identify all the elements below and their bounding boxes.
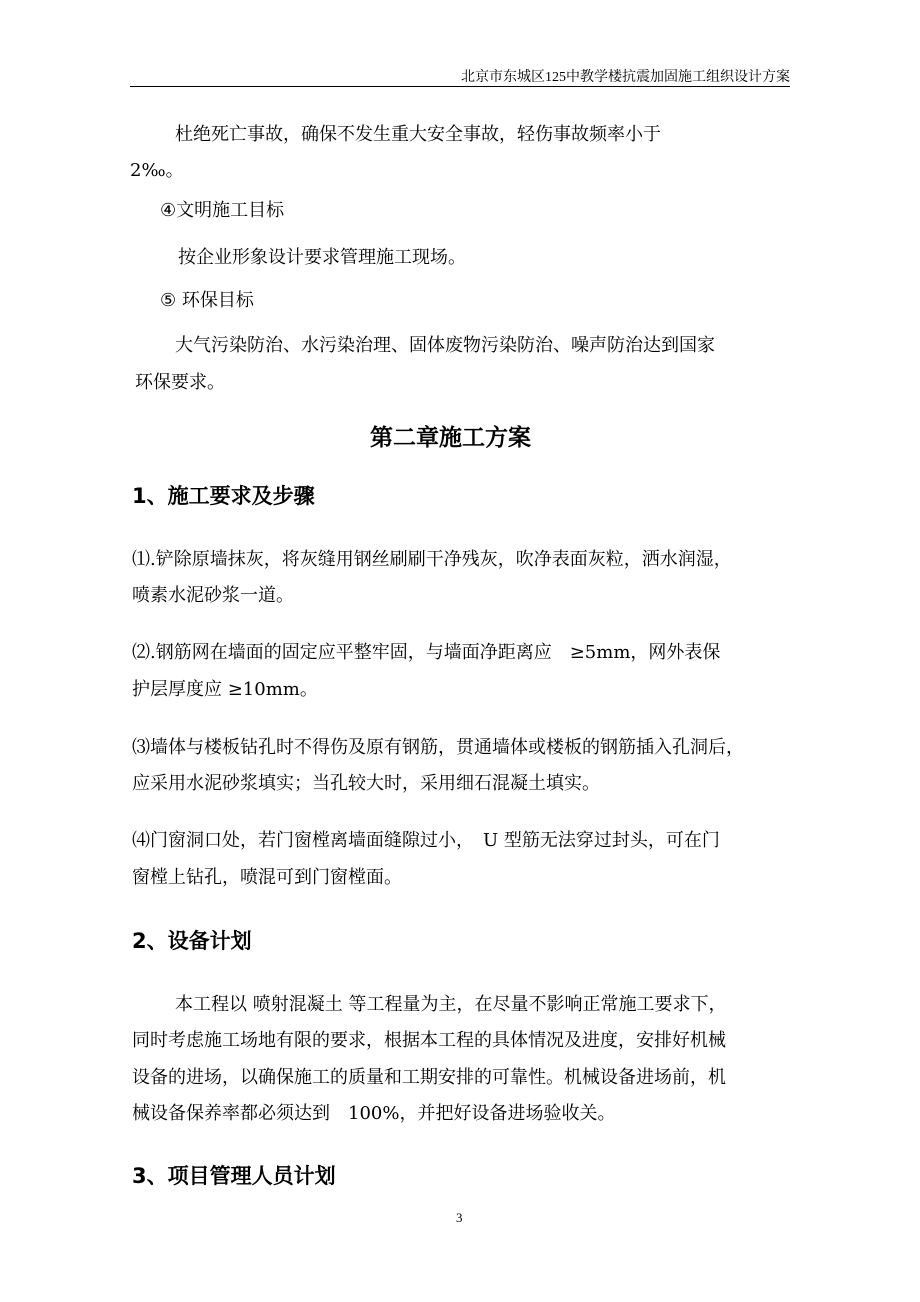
safety-text-line2: 2‰。 bbox=[130, 160, 184, 181]
equipment-plan-line2: 同时考虑施工场地有限的要求，根据本工程的具体情况及进度，安排好机械 bbox=[132, 1030, 726, 1051]
requirement-item-4-line2: 窗樘上钻孔，喷混可到门窗樘面。 bbox=[132, 867, 402, 888]
header-rule bbox=[130, 86, 790, 87]
section1-heading: 1、施工要求及步骤 bbox=[132, 484, 315, 508]
requirement-item-1-line2: 喷素水泥砂浆一道。 bbox=[132, 585, 294, 606]
equipment-plan-line4: 械设备保养率都必须达到 100%，并把好设备进场验收关。 bbox=[132, 1103, 616, 1124]
requirement-item-2-line1: ⑵.钢筋网在墙面的固定应平整牢固，与墙面净距离应 ≥5mm，网外表保 bbox=[132, 642, 721, 663]
equipment-plan-line3: 设备的进场，以确保施工的质量和工期安排的可靠性。机械设备进场前，机 bbox=[132, 1067, 726, 1088]
chapter-title: 第二章施工方案 bbox=[370, 425, 531, 451]
section3-heading: 3、项目管理人员计划 bbox=[132, 1164, 336, 1188]
requirement-item-1-line1: ⑴.铲除原墙抹灰，将灰缝用钢丝刷刷干净残灰，吹净表面灰粒，洒水润湿， bbox=[132, 549, 732, 570]
safety-text-line1: 杜绝死亡事故，确保不发生重大安全事故，轻伤事故频率小于 bbox=[175, 124, 661, 145]
environment-text-line2: 环保要求。 bbox=[135, 372, 225, 393]
requirement-item-4-line1: ⑷门窗洞口处，若门窗樘离墙面缝隙过小， U 型筋无法穿过封头，可在门 bbox=[132, 830, 720, 851]
civilized-text: 按企业形象设计要求管理施工现场。 bbox=[178, 247, 466, 268]
civilized-heading: ④文明施工目标 bbox=[160, 200, 285, 221]
section2-heading: 2、设备计划 bbox=[132, 929, 252, 953]
page-header-title: 北京市东城区125中教学楼抗震加固施工组织设计方案 bbox=[461, 70, 790, 85]
equipment-plan-line1: 本工程以 喷射混凝土 等工程量为主，在尽量不影响正常施工要求下， bbox=[175, 994, 727, 1015]
requirement-item-3-line1: ⑶墙体与楼板钻孔时不得伤及原有钢筋，贯通墙体或楼板的钢筋插入孔洞后， bbox=[132, 737, 744, 758]
page-number: 3 bbox=[456, 1210, 463, 1225]
environment-text-line1: 大气污染防治、水污染治理、固体废物污染防治、噪声防治达到国家 bbox=[175, 335, 715, 356]
requirement-item-3-line2: 应采用水泥砂浆填实；当孔较大时，采用细石混凝土填实。 bbox=[132, 773, 600, 794]
requirement-item-2-line2: 护层厚度应 ≥10mm。 bbox=[132, 679, 318, 700]
environment-heading: ⑤ 环保目标 bbox=[160, 290, 254, 311]
